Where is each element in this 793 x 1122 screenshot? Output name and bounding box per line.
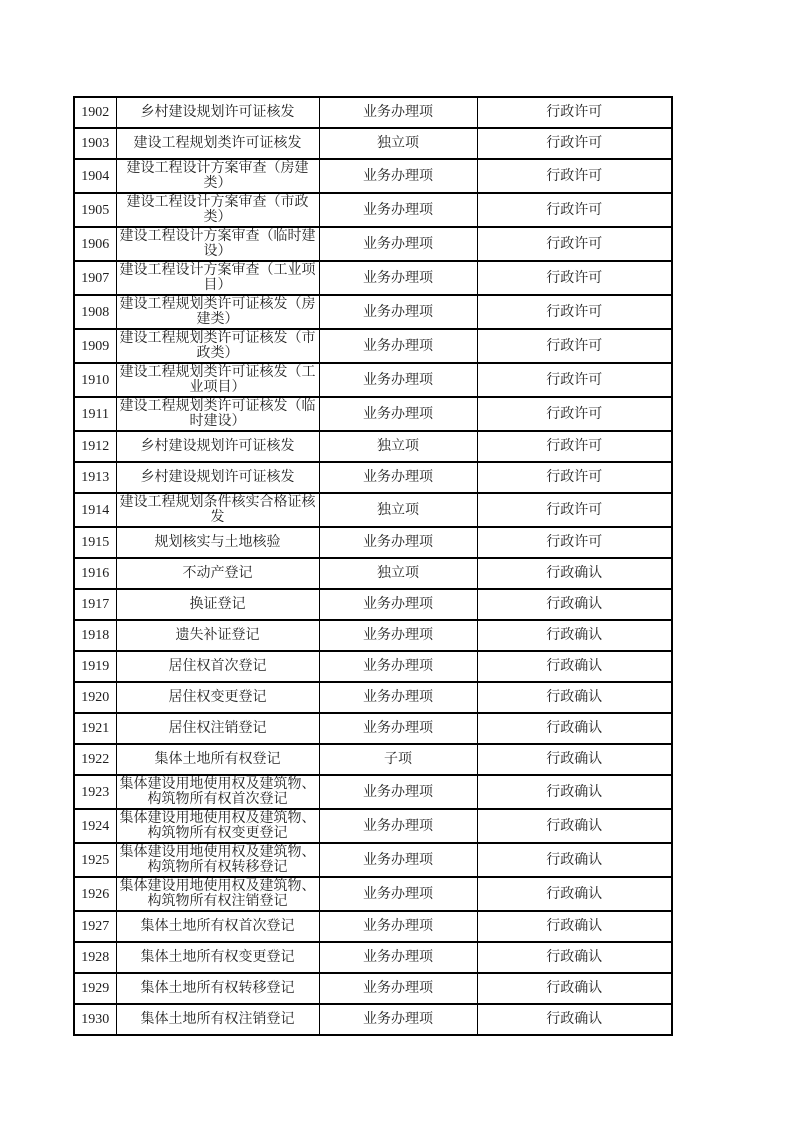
row-number-cell: 1914 — [74, 493, 116, 527]
service-name-cell: 乡村建设规划许可证核发 — [116, 431, 319, 462]
service-name-cell: 集体建设用地使用权及建筑物、构筑物所有权首次登记 — [116, 775, 319, 809]
table-row — [74, 843, 672, 877]
table-row — [74, 911, 672, 942]
table-row — [74, 620, 672, 651]
category-cell: 行政许可 — [477, 431, 672, 462]
category-cell: 行政许可 — [477, 159, 672, 193]
table-row — [74, 942, 672, 973]
service-name-cell: 居住权首次登记 — [116, 651, 319, 682]
table-row — [74, 295, 672, 329]
service-name-cell: 乡村建设规划许可证核发 — [116, 97, 319, 128]
row-number-cell: 1906 — [74, 227, 116, 261]
category-cell: 行政许可 — [477, 261, 672, 295]
row-number-cell: 1908 — [74, 295, 116, 329]
table-row — [74, 527, 672, 558]
category-cell: 行政许可 — [477, 295, 672, 329]
category-cell: 行政确认 — [477, 973, 672, 1004]
service-name-cell: 集体土地所有权首次登记 — [116, 911, 319, 942]
service-name-cell: 集体土地所有权变更登记 — [116, 942, 319, 973]
item-type-cell: 业务办理项 — [319, 973, 477, 1004]
table-row — [74, 877, 672, 911]
table-row — [74, 193, 672, 227]
category-cell: 行政许可 — [477, 97, 672, 128]
category-cell: 行政确认 — [477, 911, 672, 942]
row-number-cell: 1919 — [74, 651, 116, 682]
service-name-cell: 居住权变更登记 — [116, 682, 319, 713]
table-row — [74, 227, 672, 261]
category-cell: 行政确认 — [477, 744, 672, 775]
item-type-cell: 业务办理项 — [319, 397, 477, 431]
row-number-cell: 1923 — [74, 775, 116, 809]
category-cell: 行政确认 — [477, 843, 672, 877]
category-cell: 行政确认 — [477, 1004, 672, 1035]
table-row — [74, 809, 672, 843]
services-table-body — [74, 97, 672, 1035]
service-name-cell: 集体建设用地使用权及建筑物、构筑物所有权变更登记 — [116, 809, 319, 843]
table-row — [74, 493, 672, 527]
row-number-cell: 1904 — [74, 159, 116, 193]
service-name-cell: 集体土地所有权登记 — [116, 744, 319, 775]
row-number-cell: 1912 — [74, 431, 116, 462]
service-name-cell: 换证登记 — [116, 589, 319, 620]
service-name-cell: 建设工程设计方案审查（工业项目） — [116, 261, 319, 295]
item-type-cell: 业务办理项 — [319, 620, 477, 651]
row-number-cell: 1911 — [74, 397, 116, 431]
item-type-cell: 业务办理项 — [319, 651, 477, 682]
item-type-cell: 业务办理项 — [319, 462, 477, 493]
row-number-cell: 1910 — [74, 363, 116, 397]
item-type-cell: 业务办理项 — [319, 227, 477, 261]
table-row — [74, 329, 672, 363]
category-cell: 行政许可 — [477, 462, 672, 493]
table-row — [74, 713, 672, 744]
table-row — [74, 973, 672, 1004]
table-row — [74, 775, 672, 809]
item-type-cell: 独立项 — [319, 128, 477, 159]
item-type-cell: 业务办理项 — [319, 1004, 477, 1035]
item-type-cell: 业务办理项 — [319, 97, 477, 128]
item-type-cell: 业务办理项 — [319, 159, 477, 193]
category-cell: 行政许可 — [477, 527, 672, 558]
category-cell: 行政确认 — [477, 620, 672, 651]
row-number-cell: 1916 — [74, 558, 116, 589]
item-type-cell: 业务办理项 — [319, 589, 477, 620]
item-type-cell: 业务办理项 — [319, 261, 477, 295]
table-row — [74, 363, 672, 397]
service-name-cell: 集体土地所有权转移登记 — [116, 973, 319, 1004]
table-row — [74, 261, 672, 295]
category-cell: 行政确认 — [477, 942, 672, 973]
service-name-cell: 建设工程规划类许可证核发（临时建设） — [116, 397, 319, 431]
category-cell: 行政确认 — [477, 809, 672, 843]
category-cell: 行政许可 — [477, 193, 672, 227]
item-type-cell: 业务办理项 — [319, 775, 477, 809]
service-name-cell: 集体建设用地使用权及建筑物、构筑物所有权注销登记 — [116, 877, 319, 911]
service-name-cell: 建设工程设计方案审查（房建类） — [116, 159, 319, 193]
table-row — [74, 462, 672, 493]
table-row — [74, 558, 672, 589]
row-number-cell: 1903 — [74, 128, 116, 159]
row-number-cell: 1922 — [74, 744, 116, 775]
table-row — [74, 159, 672, 193]
row-number-cell: 1917 — [74, 589, 116, 620]
table-row — [74, 1004, 672, 1035]
service-name-cell: 规划核实与土地核验 — [116, 527, 319, 558]
category-cell: 行政确认 — [477, 589, 672, 620]
service-name-cell: 遗失补证登记 — [116, 620, 319, 651]
item-type-cell: 业务办理项 — [319, 911, 477, 942]
category-cell: 行政确认 — [477, 558, 672, 589]
category-cell: 行政确认 — [477, 651, 672, 682]
service-name-cell: 建设工程规划条件核实合格证核发 — [116, 493, 319, 527]
row-number-cell: 1920 — [74, 682, 116, 713]
row-number-cell: 1907 — [74, 261, 116, 295]
row-number-cell: 1902 — [74, 97, 116, 128]
row-number-cell: 1925 — [74, 843, 116, 877]
category-cell: 行政确认 — [477, 713, 672, 744]
table-row — [74, 397, 672, 431]
item-type-cell: 业务办理项 — [319, 713, 477, 744]
category-cell: 行政确认 — [477, 775, 672, 809]
service-name-cell: 建设工程设计方案审查（临时建设） — [116, 227, 319, 261]
table-row — [74, 651, 672, 682]
service-name-cell: 建设工程规划类许可证核发（工业项目） — [116, 363, 319, 397]
service-name-cell: 集体土地所有权注销登记 — [116, 1004, 319, 1035]
item-type-cell: 独立项 — [319, 431, 477, 462]
item-type-cell: 业务办理项 — [319, 877, 477, 911]
row-number-cell: 1929 — [74, 973, 116, 1004]
item-type-cell: 业务办理项 — [319, 942, 477, 973]
service-name-cell: 建设工程规划类许可证核发（市政类） — [116, 329, 319, 363]
item-type-cell: 业务办理项 — [319, 527, 477, 558]
service-name-cell: 建设工程规划类许可证核发 — [116, 128, 319, 159]
service-name-cell: 集体建设用地使用权及建筑物、构筑物所有权转移登记 — [116, 843, 319, 877]
row-number-cell: 1905 — [74, 193, 116, 227]
item-type-cell: 独立项 — [319, 558, 477, 589]
row-number-cell: 1921 — [74, 713, 116, 744]
table-row — [74, 682, 672, 713]
category-cell: 行政许可 — [477, 227, 672, 261]
category-cell: 行政许可 — [477, 363, 672, 397]
item-type-cell: 业务办理项 — [319, 363, 477, 397]
table-row — [74, 128, 672, 159]
item-type-cell: 子项 — [319, 744, 477, 775]
item-type-cell: 业务办理项 — [319, 843, 477, 877]
service-name-cell: 乡村建设规划许可证核发 — [116, 462, 319, 493]
category-cell: 行政许可 — [477, 128, 672, 159]
service-name-cell: 建设工程规划类许可证核发（房建类） — [116, 295, 319, 329]
row-number-cell: 1926 — [74, 877, 116, 911]
item-type-cell: 业务办理项 — [319, 682, 477, 713]
category-cell: 行政许可 — [477, 397, 672, 431]
item-type-cell: 独立项 — [319, 493, 477, 527]
table-row — [74, 744, 672, 775]
service-name-cell: 建设工程设计方案审查（市政类） — [116, 193, 319, 227]
table-row — [74, 431, 672, 462]
row-number-cell: 1927 — [74, 911, 116, 942]
item-type-cell: 业务办理项 — [319, 295, 477, 329]
category-cell: 行政许可 — [477, 329, 672, 363]
item-type-cell: 业务办理项 — [319, 193, 477, 227]
row-number-cell: 1909 — [74, 329, 116, 363]
row-number-cell: 1913 — [74, 462, 116, 493]
service-name-cell: 不动产登记 — [116, 558, 319, 589]
category-cell: 行政许可 — [477, 493, 672, 527]
row-number-cell: 1924 — [74, 809, 116, 843]
row-number-cell: 1930 — [74, 1004, 116, 1035]
row-number-cell: 1918 — [74, 620, 116, 651]
category-cell: 行政确认 — [477, 877, 672, 911]
services-table — [73, 96, 673, 1036]
service-name-cell: 居住权注销登记 — [116, 713, 319, 744]
table-row — [74, 97, 672, 128]
item-type-cell: 业务办理项 — [319, 329, 477, 363]
category-cell: 行政确认 — [477, 682, 672, 713]
table-row — [74, 589, 672, 620]
item-type-cell: 业务办理项 — [319, 809, 477, 843]
row-number-cell: 1915 — [74, 527, 116, 558]
row-number-cell: 1928 — [74, 942, 116, 973]
